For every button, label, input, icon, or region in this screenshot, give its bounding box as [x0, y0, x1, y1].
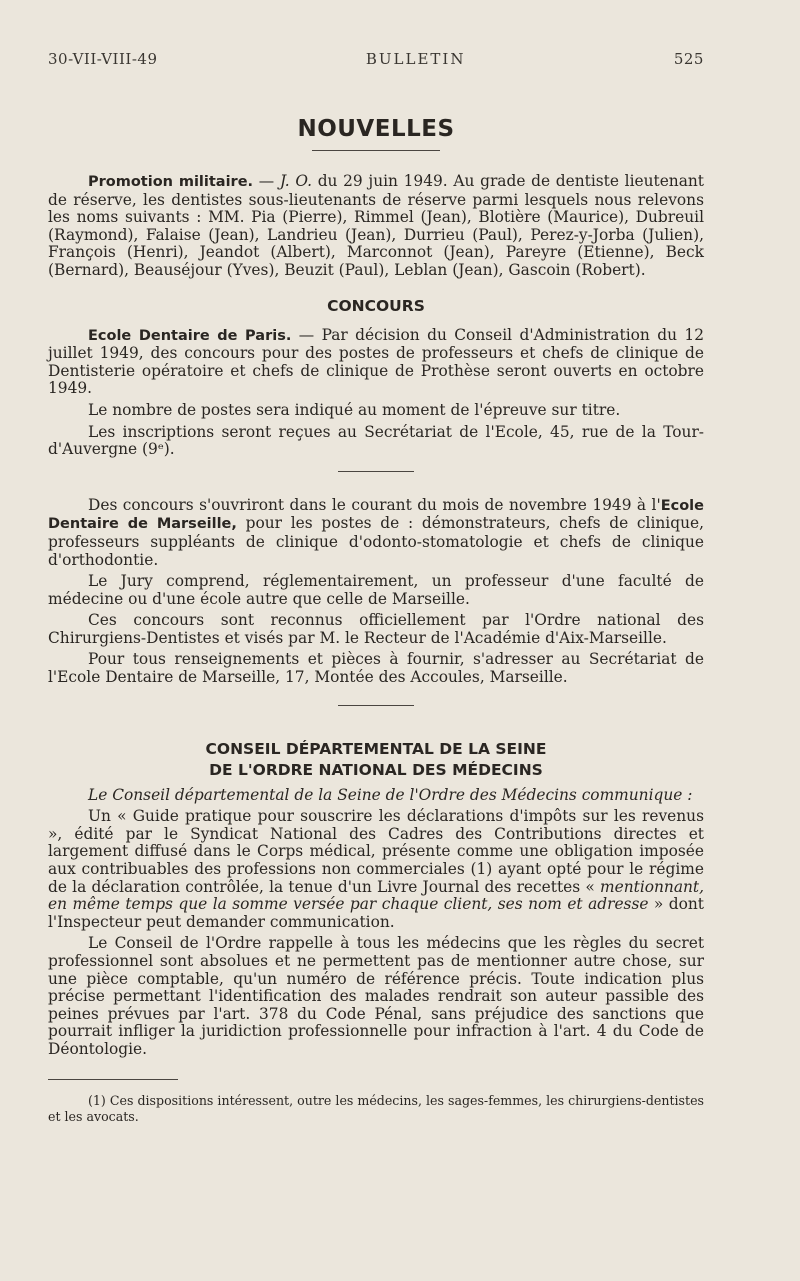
conseil-paragraph-1-before: Un « Guide pratique pour souscrire les déclarations d'impôts sur les revenus », édité par le Syndicat National des Cadres des Contributions directes et largement diffusé dans le Corps médical, présente comme une obligation imposée aux contribuables des professions non commerciales (1) ayant opté pour le régime de la déclaration contrôlée, la tenue d'un Livre Journal des recettes «	[48, 807, 704, 896]
conseil-heading-line-2: DE L'ORDRE NATIONAL DES MÉDECINS	[209, 760, 543, 779]
conseil-intro	[48, 787, 704, 805]
concours-paragraph-3: Les inscriptions seront reçues au Secrétariat de l'Ecole, 45, rue de la Tour-d'Auvergne (9ᵉ).	[48, 422, 704, 459]
concours-paragraph-4-before: Des concours s'ouvriront dans le courant du mois de novembre 1949 à l'	[88, 495, 661, 514]
issue-date: 30-VII-VIII-49	[48, 50, 158, 68]
concours-heading: CONCOURS	[327, 296, 425, 315]
running-header	[48, 50, 704, 68]
conseil-paragraph-1	[48, 808, 704, 931]
concours-paragraph-7: Pour tous renseignements et pièces à fournir, s'adresser au Secrétariat de l'Ecole Dentaire de Marseille, 17, Montée des Accoules, Marseille.	[48, 650, 704, 687]
article-body	[48, 116, 704, 1125]
conseil-paragraph-1-quote: mentionnant, en même temps que la somme versée par chaque client, ses nom et adresse	[48, 877, 704, 914]
conseil-paragraph-2: Le Conseil de l'Ordre rappelle à tous les médecins que les règles du secret professionnel sont absolues et ne permettent pas de mentionner autre chose, sur une pièce comptable, qu'un numéro de référence précis. Toute indication plus précise permettant l'identification des malades rendrait son auteur passible des peines prévues par l'art. 378 du Code Pénal, sans préjudice des sanctions que pourrait infliger la juridiction professionnelle pour infraction à l'art. 4 du Code de Déontologie.	[48, 934, 704, 1058]
concours-paragraph-4	[48, 497, 704, 569]
section-separator	[338, 705, 414, 706]
conseil-paragraph-1-after: » dont l'Inspecteur peut demander communication.	[48, 895, 704, 931]
concours-paragraph-1-text: — Par décision du Conseil d'Administration du 12 juillet 1949, des concours pour des postes de professeurs et chefs de clinique de Dentisterie opératoire et chefs de clinique de Prothèse seront ouverts en octobre 1949.	[48, 325, 704, 398]
footnote-rule	[48, 1079, 178, 1080]
concours-paragraph-5: Le Jury comprend, réglementairement, un professeur d'une faculté de médecine ou d'une école autre que celle de Marseille.	[48, 572, 704, 608]
ecole-marseille-name: Ecole Dentaire de Marseille,	[48, 497, 704, 533]
concours-paragraph-1	[48, 327, 704, 398]
concours-paragraph-2: Le nombre de postes sera indiqué au moment de l'épreuve sur titre.	[88, 400, 621, 419]
section-separator	[338, 471, 414, 472]
promotion-source: J. O.	[279, 172, 312, 190]
concours-paragraph-6: Ces concours sont reconnus officiellement par l'Ordre national des Chirurgiens-Dentistes et visés par M. le Recteur de l'Académie d'Aix-Marseille.	[48, 611, 704, 647]
footnote: (1) Ces dispositions intéressent, outre les médecins, les sages-femmes, les chirurgiens-dentistes et les avocats.	[48, 1092, 704, 1124]
conseil-intro-text: Le Conseil départemental de la Seine de l'Ordre des Médecins communique :	[88, 785, 693, 804]
promotion-text: du 29 juin 1949. Au grade de dentiste lieutenant de réserve, les dentistes sous-lieutenants de réserve parmi lesquels nous relevons les noms suivants : MM. Pia (Pierre), Rimmel (Jean), Blotière (Maurice), Dubreuil (Raymond), Falaise (Jean), Landrieu (Jean), Durrieu (Paul), Perez-y-Jorba (Julien), François (Henri), Jeandot (Albert), Marconnot (Jean), Pareyre (Etienne), Beck (Bernard), Beauséjour (Yves), Beuzit (Paul), Leblan (Jean), Gascoin (Robert).	[48, 172, 704, 279]
promotion-dash: —	[253, 172, 280, 190]
title-rule	[312, 150, 440, 151]
promotion-heading: Promotion militaire.	[88, 174, 254, 190]
page-title: NOUVELLES	[297, 116, 455, 142]
promotion-paragraph	[48, 173, 704, 280]
concours-paragraph-4-after: pour les postes de : démonstrateurs, chefs de clinique, professeurs suppléants de clinique d'odonto-stomatologie et chefs de clinique d'orthodontie.	[48, 514, 704, 569]
page-number: 525	[673, 50, 704, 68]
ecole-paris-heading: Ecole Dentaire de Paris.	[88, 327, 292, 344]
conseil-heading	[48, 739, 704, 781]
journal-name: BULLETIN	[365, 50, 466, 68]
conseil-heading-line-1: CONSEIL DÉPARTEMENTAL DE LA SEINE	[205, 739, 547, 758]
